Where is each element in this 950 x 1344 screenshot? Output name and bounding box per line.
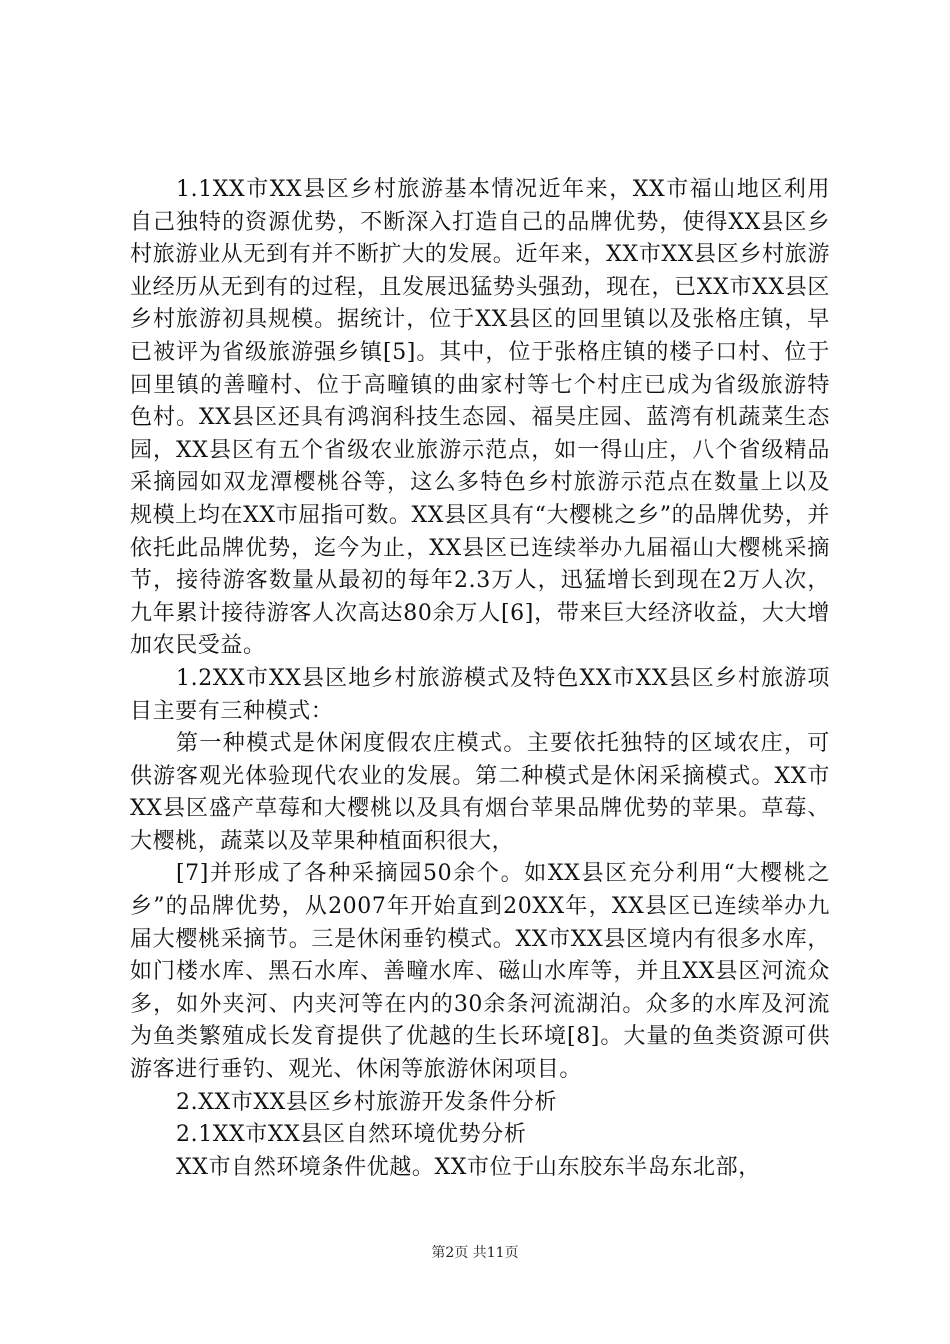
paragraph-modes: 第一种模式是休闲度假农庄模式。主要依托独特的区域农庄，可供游客观光体验现代农业的发展。第二种模式是休闲采摘模式。XX市XX县区盛产草莓和大樱桃以及具有烟台苹果品牌优势的苹果。草莓、大樱桃，蔬菜以及苹果种植面积很大， [130,731,830,854]
paragraph-natural-environment: XX市自然环境条件优越。XX市位于山东胶东半岛东北部， [176,1154,761,1180]
paragraph-1-1-overview: 1.1XX市XX县区乡村旅游基本情况近年来，XX市福山地区利用自己独特的资源优势，不断深入打造自己的品牌优势，使得XX县区乡村旅游业从无到有并不断扩大的发展。近年来，XX市XX县区乡村旅游业经历从无到有的过程，且发展迅猛势头强劲，现在，已XX市XX县区乡村旅游初具规模。据统计，位于XX县区的回里镇以及张格庄镇，早已被评为省级旅游强乡镇[5]。其中，位于张格庄镇的楼子口村、位于回里镇的善疃村、位于高疃镇的曲家村等七个村庄已成为省级旅游特色村。XX县区还具有鸿润科技生态园、福昊庄园、蓝湾有机蔬菜生态园，XX县区有五个省级农业旅游示范点，如一得山庄，八个省级精品采摘园如双龙潭樱桃谷等，这么多特色乡村旅游示范点在数量上以及规模上均在XX市屈指可数。XX县区具有“大樱桃之乡”的品牌优势，并依托此品牌优势，迄今为止，XX县区已连续举办九届福山大樱桃采摘节，接待游客数量从最初的每年2.3万人，迅猛增长到现在2万人次，九年累计接待游客人次高达80余万人[6]，带来巨大经济收益，大大增加农民受益。 [130,177,830,659]
section-2-1-heading: 2.1XX市XX县区自然环境优势分析 [176,1122,527,1148]
document-body [130,174,830,1184]
paragraph-picking-fishing: [7]并形成了各种采摘园50余个。如XX县区充分利用“大樱桃之乡”的品牌优势，从2007年开始直到20XX年，XX县区已连续举办九届大樱桃采摘节。三是休闲垂钓模式。XX市XX县区境内有很多水库，如门楼水库、黑石水库、善疃水库、磁山水库等，并且XX县区河流众多，如外夹河、内夹河等在内的30余条河流湖泊。众多的水库及河流为鱼类繁殖成长发育提供了优越的生长环境[8]。大量的鱼类资源可供游客进行垂钓、观光、休闲等旅游休闲项目。 [130,861,830,1083]
section-2-heading: 2.XX市XX县区乡村旅游开发条件分析 [176,1089,558,1115]
paragraph-1-2-heading: 1.2XX市XX县区地乡村旅游模式及特色XX市XX县区乡村旅游项目主要有三种模式： [130,665,830,724]
page-footer: 第2页 共11页 [431,1245,519,1261]
